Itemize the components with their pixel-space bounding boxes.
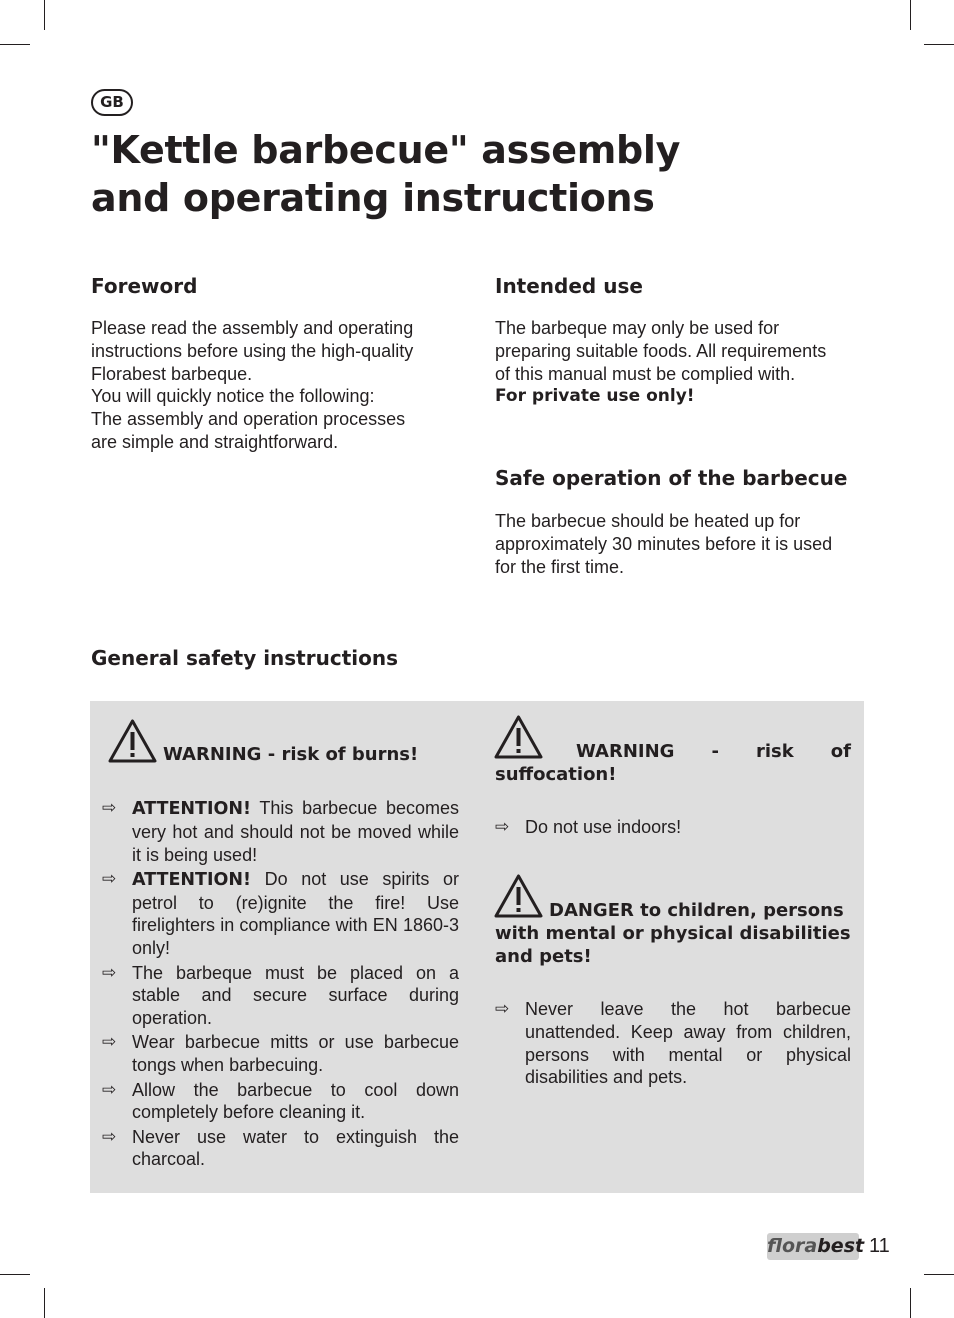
- arrow-icon: ⇨: [102, 1032, 117, 1052]
- warning-triangle-icon: [108, 719, 157, 763]
- arrow-icon: ⇨: [495, 999, 510, 1018]
- text-line: preparing suitable foods. All requirements: [495, 340, 827, 361]
- arrow-icon: ⇨: [102, 1126, 117, 1146]
- page-number: 11: [869, 1235, 890, 1257]
- intended-use-heading: Intended use: [495, 274, 643, 298]
- danger-instructions-list: [483, 998, 851, 1091]
- text-line: are simple and straightforward.: [91, 431, 339, 452]
- item-text: Allow the barbecue to cool down completely before cleaning it.: [132, 1079, 459, 1123]
- arrow-icon: ⇨: [102, 798, 117, 817]
- list-item: [90, 1079, 459, 1125]
- text-line: of this manual must be complied with.: [495, 363, 796, 384]
- foreword-text: [91, 317, 459, 454]
- safe-operation-heading: Safe operation of the barbecue: [495, 466, 848, 490]
- page-title: [91, 126, 680, 222]
- title-line: suffocation!: [495, 764, 617, 785]
- list-item: [90, 797, 459, 866]
- text-line: The barbecue should be heated up for: [495, 511, 801, 531]
- item-text: Never use water to extinguish the charcoal.: [132, 1126, 459, 1170]
- arrow-icon: ⇨: [102, 1079, 117, 1099]
- text-line: Florabest barbeque.: [91, 363, 253, 384]
- text-line: The assembly and operation processes: [91, 409, 406, 430]
- list-item: [90, 962, 459, 1030]
- attention-label: ATTENTION!: [132, 869, 252, 890]
- suffocation-instructions-list: [483, 816, 851, 840]
- list-item: [90, 1126, 459, 1172]
- item-text: The barbeque must be placed on a stable and secure surface during operation.: [132, 962, 459, 1029]
- brand-part: flora: [767, 1235, 818, 1257]
- crop-mark: [924, 1274, 954, 1275]
- item-text: Never leave the hot barbecue unattended. Keep away from children, persons with mental or physical disabilities and pets.: [525, 999, 851, 1088]
- list-item: [90, 868, 459, 960]
- crop-mark: [44, 1288, 45, 1318]
- crop-mark: [0, 44, 30, 45]
- suffocation-warning-title: [495, 740, 851, 786]
- list-item: [483, 816, 851, 839]
- title-line: and pets!: [495, 946, 592, 967]
- text-line: Please read the assembly and operating: [91, 318, 414, 338]
- list-item: [90, 1031, 459, 1077]
- safe-operation-text: [495, 510, 863, 578]
- attention-label: ATTENTION!: [132, 799, 252, 819]
- arrow-icon: ⇨: [102, 962, 117, 982]
- general-safety-heading: General safety instructions: [91, 646, 399, 670]
- item-text: Do not use indoors!: [525, 817, 682, 837]
- brand-part: best: [817, 1235, 865, 1257]
- item-text: This barbecue becomes very hot and should not be moved while it is being used!: [132, 798, 459, 865]
- item-text: Wear barbecue mitts or use barbecue tongs when barbecuing.: [132, 1032, 459, 1076]
- brand-logo: [767, 1233, 865, 1260]
- title-line: DANGER to children, persons: [549, 900, 844, 921]
- crop-mark: [924, 44, 954, 45]
- crop-mark: [910, 1288, 911, 1318]
- title-line: with mental or physical disabilities: [495, 923, 851, 944]
- item-text: Do not use spirits or petrol to (re)ignite the fire! Use firelighters in compliance with EN 1860-3 only!: [132, 868, 459, 959]
- text-line: approximately 30 minutes before it is used: [495, 533, 833, 554]
- text-line: The barbeque may only be used for: [495, 318, 780, 338]
- language-badge: GB: [91, 89, 133, 116]
- title-line: WARNING - risk of: [576, 741, 851, 762]
- title-line: "Kettle barbecue" assembly: [91, 128, 681, 172]
- intended-use-text: [495, 317, 863, 408]
- title-line: and operating instructions: [91, 176, 655, 220]
- crop-mark: [910, 0, 911, 30]
- list-item: [483, 998, 851, 1089]
- burns-warning-title: WARNING - risk of burns!: [163, 744, 419, 765]
- danger-title: [495, 899, 855, 968]
- text-line: You will quickly notice the following:: [91, 386, 375, 407]
- private-use-note: For private use only!: [495, 386, 695, 407]
- text-line: for the first time.: [495, 556, 625, 577]
- arrow-icon: ⇨: [102, 868, 117, 888]
- text-line: instructions before using the high-quality: [91, 340, 414, 361]
- burns-instructions-list: [90, 797, 459, 1173]
- crop-mark: [0, 1274, 30, 1275]
- foreword-heading: Foreword: [91, 274, 198, 298]
- crop-mark: [44, 0, 45, 30]
- arrow-icon: ⇨: [495, 817, 510, 836]
